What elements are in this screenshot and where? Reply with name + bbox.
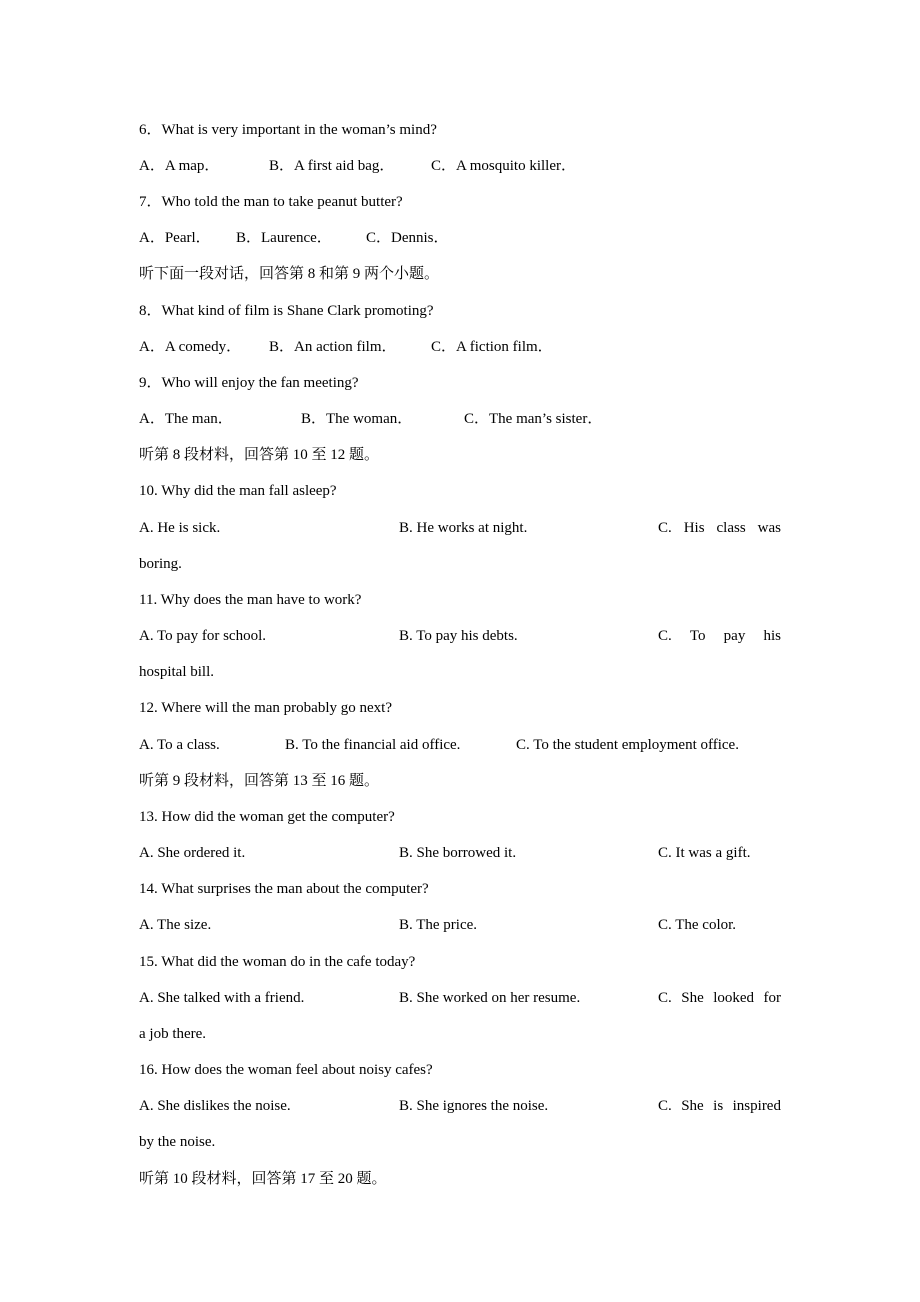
question-8: 8．What kind of film is Shane Clark promoting?: [139, 303, 434, 319]
option-9b: B．The woman．: [301, 411, 413, 427]
word: C.: [658, 990, 672, 1006]
option-12a: A. To a class.: [139, 737, 220, 753]
word: C.: [658, 520, 672, 536]
question-13: 13. How did the woman get the computer?: [139, 809, 395, 825]
option-15b: B. She worked on her resume.: [399, 990, 581, 1006]
option-6b: B．A first aid bag．: [269, 158, 395, 174]
option-15c: [658, 989, 781, 1007]
option-10a: A. He is sick.: [139, 520, 221, 536]
word: She: [681, 1098, 704, 1114]
question-7: 7．Who told the man to take peanut butter?: [139, 194, 403, 210]
option-15a: A. She talked with a friend.: [139, 990, 305, 1006]
question-9: 9．Who will enjoy the fan meeting?: [139, 375, 359, 391]
option-13b: B. She borrowed it.: [399, 845, 517, 861]
option-12b: B. To the financial aid office.: [285, 737, 461, 753]
word: To: [689, 628, 706, 644]
word: looked: [713, 990, 755, 1006]
option-10c-continued: boring.: [139, 556, 182, 572]
option-11b: B. To pay his debts.: [399, 628, 518, 644]
option-12c: C. To the student employment office.: [516, 737, 739, 753]
option-9a: A．The man．: [139, 411, 233, 427]
option-16b: B. She ignores the noise.: [399, 1098, 549, 1114]
option-16c-continued: by the noise.: [139, 1134, 216, 1150]
question-15: 15. What did the woman do in the cafe today?: [139, 954, 416, 970]
question-11: 11. Why does the man have to work?: [139, 592, 362, 608]
question-10: 10. Why did the man fall asleep?: [139, 483, 337, 499]
option-16a: A. She dislikes the noise.: [139, 1098, 291, 1114]
word: C.: [658, 1098, 672, 1114]
question-12: 12. Where will the man probably go next?: [139, 700, 392, 716]
option-10c: [658, 519, 781, 537]
word: C.: [658, 628, 672, 644]
word: His: [683, 520, 705, 536]
section-instruction: 听下面一段对话，回答第 8 和第 9 两个小题。: [139, 266, 440, 282]
word: for: [763, 990, 781, 1006]
question-6: 6．What is very important in the woman’s mind?: [139, 122, 437, 138]
option-7a: A．Pearl．: [139, 230, 211, 246]
option-11c-continued: hospital bill.: [139, 664, 214, 680]
option-7c: C．Dennis．: [366, 230, 449, 246]
option-16c: [658, 1097, 781, 1115]
word: was: [757, 520, 781, 536]
option-14a: A. The size.: [139, 917, 212, 933]
word: class: [716, 520, 746, 536]
option-6a: A．A map．: [139, 158, 220, 174]
option-14c: C. The color.: [658, 917, 737, 933]
option-6c: C．A mosquito killer．: [431, 158, 577, 174]
word: is: [713, 1098, 724, 1114]
word: pay: [723, 628, 746, 644]
option-7b: B．Laurence．: [236, 230, 332, 246]
option-15c-continued: a job there.: [139, 1026, 207, 1042]
option-11a: A. To pay for school.: [139, 628, 266, 644]
word: inspired: [732, 1098, 781, 1114]
option-8a: A．A comedy．: [139, 339, 242, 355]
question-14: 14. What surprises the man about the computer?: [139, 881, 429, 897]
option-11c: [658, 627, 781, 645]
section-instruction: 听第 10 段材料，回答第 17 至 20 题。: [139, 1171, 387, 1187]
option-10b: B. He works at night.: [399, 520, 528, 536]
section-instruction: 听第 8 段材料，回答第 10 至 12 题。: [139, 447, 380, 463]
question-16: 16. How does the woman feel about noisy cafes?: [139, 1062, 433, 1078]
option-8c: C．A fiction film．: [431, 339, 553, 355]
option-13a: A. She ordered it.: [139, 845, 246, 861]
option-8b: B．An action film．: [269, 339, 397, 355]
option-9c: C．The man’s sister．: [464, 411, 603, 427]
option-13c: C. It was a gift.: [658, 845, 751, 861]
section-instruction: 听第 9 段材料，回答第 13 至 16 题。: [139, 773, 380, 789]
option-14b: B. The price.: [399, 917, 478, 933]
word: his: [763, 628, 781, 644]
word: She: [681, 990, 704, 1006]
